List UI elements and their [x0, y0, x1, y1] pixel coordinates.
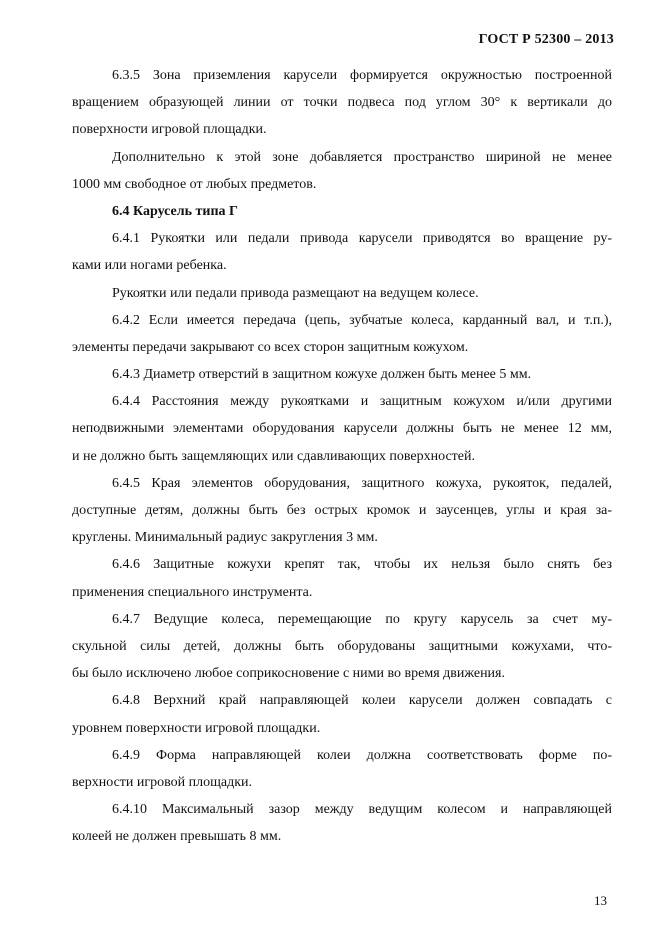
text-line: уровнем поверхности игровой площадки. [72, 720, 321, 736]
text-line: вращением образующей линии от точки подвеса под углом 30° к вертикали до [72, 95, 612, 111]
text-line: Дополнительно к этой зоне добавляется пространство шириной не менее [112, 149, 612, 165]
text-line: неподвижными элементами оборудования карусели должны быть не менее 12 мм, [72, 421, 612, 437]
text-line: 6.4.3 Диаметр отверстий в защитном кожухе должен быть менее 5 мм. [112, 367, 532, 383]
text-line: 6.4.10 Максимальный зазор между ведущим колесом и направляющей [112, 802, 612, 818]
text-line: колеей не должен превышать 8 мм. [72, 829, 282, 845]
text-line: верхности игровой площадки. [72, 774, 253, 790]
text-line: 6.4.5 Края элементов оборудования, защитного кожуха, рукояток, педалей, [112, 475, 612, 491]
document-body [72, 62, 612, 850]
text-line: 1000 мм свободное от любых предметов. [72, 176, 317, 192]
page-number: 13 [594, 893, 607, 908]
text-line: доступные детям, должны быть без острых кромок и заусенцев, углы и края за- [72, 503, 612, 518]
text-line: применения специального инструмента. [72, 584, 313, 600]
section-heading: 6.4 Карусель типа Г [112, 203, 238, 219]
text-line: 6.4.6 Защитные кожухи крепят так, чтобы их нельзя было снять без [112, 557, 612, 573]
text-line: 6.4.8 Верхний край направляющей колеи карусели должен совпадать с [112, 693, 612, 709]
text-line: бы было исключено любое соприкосновение с ними во время движения. [72, 666, 505, 682]
text-line: 6.4.2 Если имеется передача (цепь, зубчатые колеса, карданный вал, и т.п.), [112, 312, 612, 328]
text-line: 6.4.9 Форма направляющей колеи должна соответствовать форме по- [112, 747, 612, 763]
text-line: ками или ногами ребенка. [72, 258, 227, 274]
text-line: поверхности игровой площадки. [72, 122, 267, 138]
text-line: 6.4.4 Расстояния между рукоятками и защитным кожухом и/или другими [112, 394, 612, 410]
text-line: Рукоятки или педали привода размещают на ведущем колесе. [112, 285, 479, 301]
text-line: круглены. Минимальный радиус закругления 3 мм. [72, 530, 378, 546]
document-header: ГОСТ Р 52300 – 2013 [478, 32, 614, 47]
text-line: 6.3.5 Зона приземления карусели формируется окружностью построенной [112, 68, 612, 83]
text-line: элементы передачи закрывают со всех сторон защитным кожухом. [72, 339, 469, 355]
text-line: скульной силы детей, должны быть оборудованы защитными кожухами, что- [72, 638, 612, 654]
text-line: 6.4.7 Ведущие колеса, перемещающие по кругу карусель за счет му- [112, 611, 612, 627]
text-line: 6.4.1 Рукоятки или педали привода карусели приводятся во вращение ру- [112, 231, 612, 247]
text-line: и не должно быть защемляющих или сдавливающих поверхностей. [72, 448, 475, 464]
